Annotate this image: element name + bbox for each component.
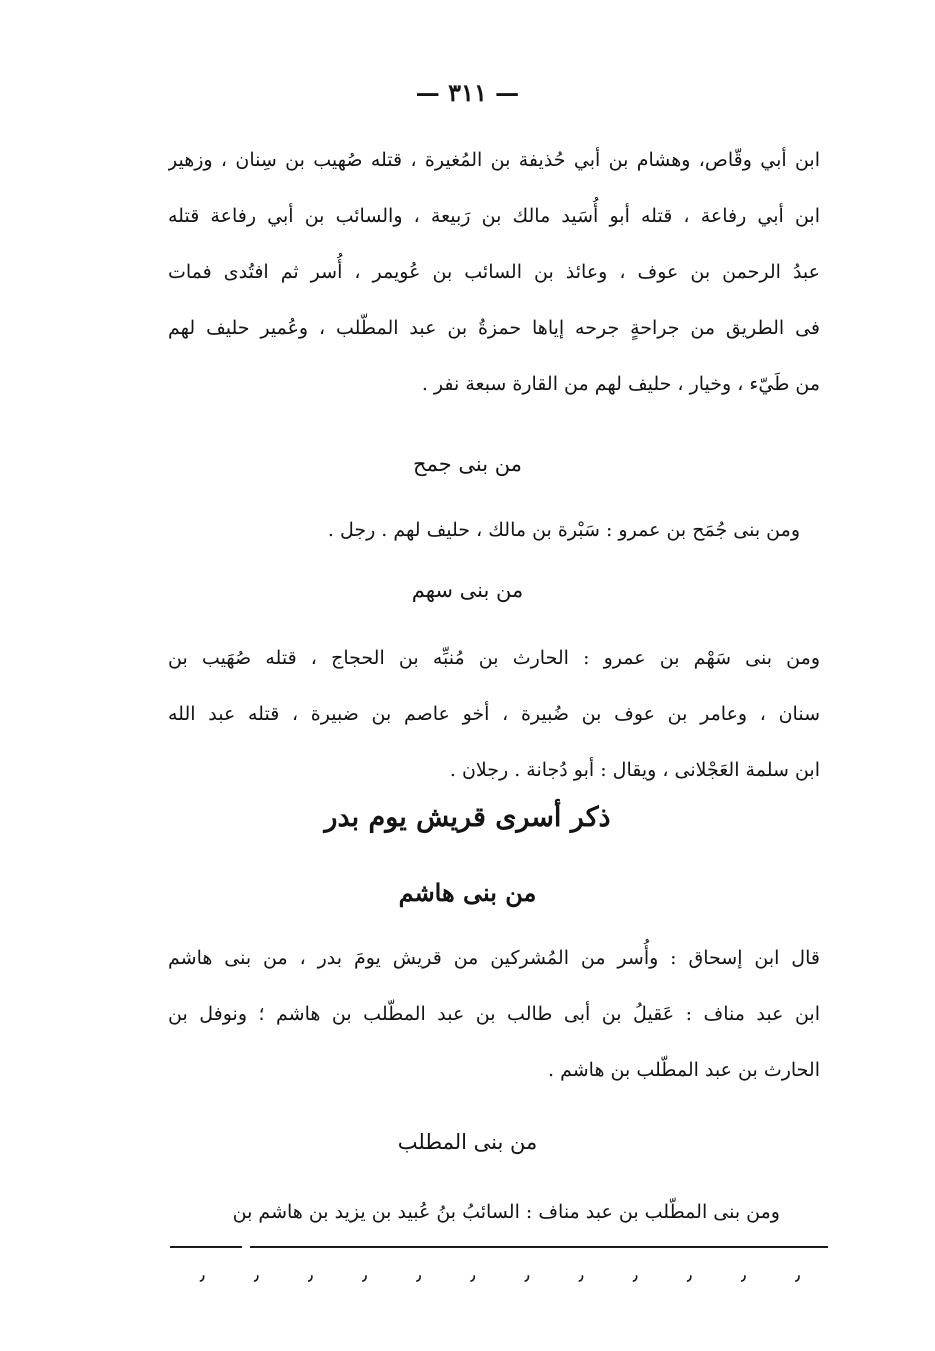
dot-mark: ٫: [795, 1268, 800, 1284]
footer-rule-left: [170, 1246, 242, 1248]
text-line: فى الطريق من جراحةٍ جرحه إياها حمزةُ بن عبد المطّلب ، وعُمير حليف لهم: [168, 317, 820, 339]
dot-mark: ٫: [416, 1268, 422, 1284]
dot-mark: ٫: [741, 1268, 746, 1284]
dot-mark: ٫: [633, 1268, 638, 1284]
chapter-title: ذكر أسرى قريش يوم بدر: [324, 802, 611, 833]
text-line: ابن سلمة العَجْلانى ، ويقال : أبو دُجانة . رجلان .: [449, 759, 820, 781]
footer-dots: [200, 1268, 800, 1284]
section-heading-jumah: من بنى جمح: [413, 452, 522, 476]
section-heading-hashim: من بنى هاشم: [398, 878, 537, 907]
text-line: سنان ، وعامر بن عوف بن ضُبيرة ، أخو عاصم بن ضبيرة ، قتله عبد الله: [168, 703, 820, 725]
section-heading-sahm: من بنى سهم: [411, 578, 524, 602]
text-line: عبدُ الرحمن بن عوف ، وعائذ بن السائب بن عُويمر ، أُسر ثم افتُدى فمات: [168, 261, 820, 283]
text-line: ومن بنى سَهْم بن عمرو : الحارث بن مُنبِّه بن الحجاج ، قتله صُهَيب بن: [168, 647, 820, 669]
text-line: ومن بنى جُمَح بن عمرو : سَبْرة بن مالك ، حليف لهم . رجل .: [327, 519, 800, 541]
paragraph-jumah: [168, 502, 820, 558]
paragraph-casualties: [168, 132, 820, 412]
text-line: ابن أبي رفاعة ، قتله أبو أُسَيد مالك بن رَبيعة ، والسائب بن أبي رفاعة قتله: [168, 205, 820, 227]
dot-mark: ٫: [308, 1268, 313, 1284]
dot-mark: ٫: [578, 1268, 584, 1284]
dot-mark: ٫: [362, 1268, 367, 1284]
dot-mark: ٫: [200, 1268, 205, 1284]
text-line: ومن بنى المطّلب بن عبد مناف : السائبُ بنُ عُبيد بن يزيد بن هاشم بن: [232, 1201, 780, 1223]
paragraph-hashim: [168, 930, 820, 1098]
dot-mark: ٫: [687, 1268, 692, 1284]
page-number: — ٣١١ —: [415, 78, 520, 107]
dot-mark: ٫: [254, 1268, 259, 1284]
text-line: قال ابن إسحاق : وأُسر من المُشركين من قريش يومَ بدر ، من بنى هاشم: [168, 947, 820, 969]
text-line: من طَيّء ، وخيار ، حليف لهم من القارة سبعة نفر .: [421, 373, 820, 395]
paragraph-muttalib: [168, 1184, 820, 1240]
dot-mark: ٫: [470, 1268, 476, 1284]
text-line: ابن عبد مناف : عَقيلُ بن أبى طالب بن عبد المطّلب بن هاشم ؛ ونوفل بن: [168, 1003, 820, 1025]
text-line: الحارث بن عبد المطّلب بن هاشم .: [548, 1059, 820, 1081]
footer-rule-right: [250, 1246, 828, 1248]
section-heading-muttalib: من بنى المطلب: [397, 1130, 538, 1154]
dot-mark: ٫: [524, 1268, 530, 1284]
paragraph-sahm: [168, 630, 820, 798]
text-line: ابن أبي وقّاص، وهشام بن أبي حُذيفة بن المُغيرة ، قتله صُهيب بن سِنان ، وزهير: [168, 149, 820, 171]
